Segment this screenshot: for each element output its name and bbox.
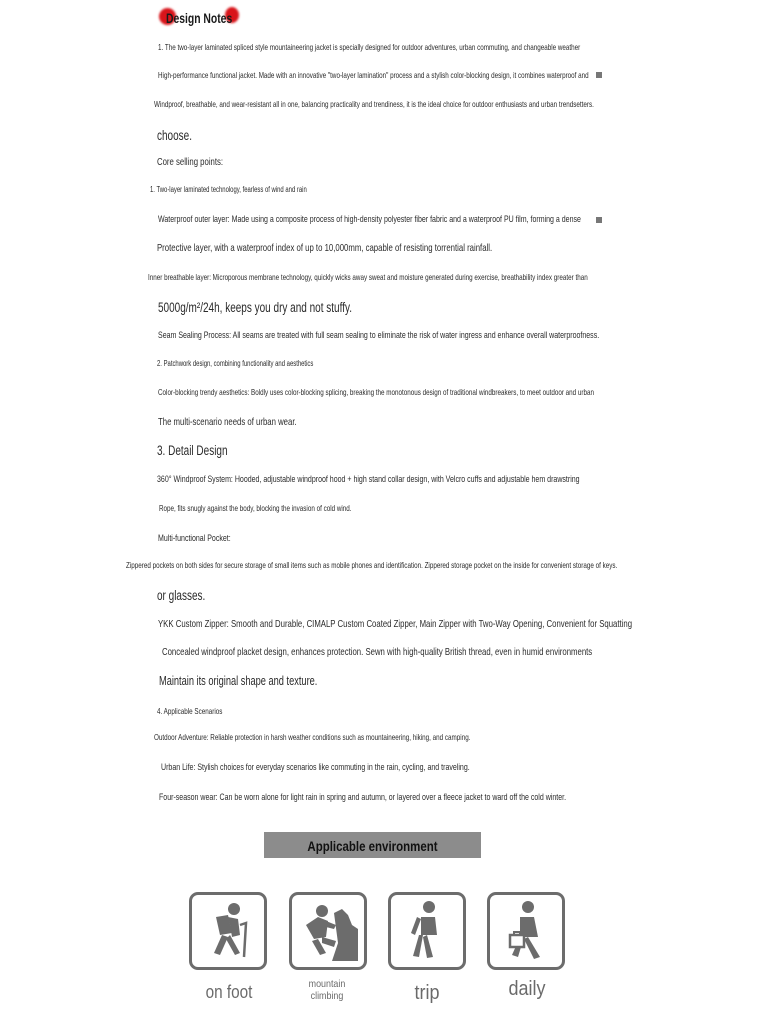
glyph-marker [596, 217, 602, 223]
text-line: The multi-scenario needs of urban wear. [158, 416, 297, 428]
text-line: Seam Sealing Process: All seams are treated with full seam sealing to eliminate the risk of water ingress and enhance overall waterproofness. [158, 330, 600, 341]
text-line: Four-season wear: Can be worn alone for light rain in spring and autumn, or layered over a fleece jacket to ward off the cold winter. [159, 792, 567, 803]
text-line: choose. [157, 128, 192, 143]
text-line: 360° Windproof System: Hooded, adjustable windproof hood + high stand collar design, with Velcro cuffs and adjustable hem drawstring [157, 474, 580, 485]
text-line: Color-blocking trendy aesthetics: Boldly uses color-blocking splicing, breaking the monotonous design of traditional windbreakers, to meet outdoor and urban [158, 387, 595, 397]
hiking-icon [189, 892, 267, 970]
text-line: Protective layer, with a waterproof index of up to 10,000mm, capable of resisting torrential rainfall. [157, 242, 493, 254]
text-line: Windproof, breathable, and wear-resistant all in one, balancing practicality and trendiness, it is the ideal choice for outdoor enthusiasts and urban trendsetters. [154, 99, 594, 109]
text-line: Waterproof outer layer: Made using a composite process of high-density polyester fiber fabric and a waterproof PU film, forming a dense [158, 214, 581, 225]
mountain-climbing-icon [289, 892, 367, 970]
glyph-marker [596, 72, 602, 78]
text-line: Outdoor Adventure: Reliable protection in harsh weather conditions such as mountaineering, hiking, and camping. [154, 732, 471, 742]
icon-label-on-foot: on foot [205, 982, 253, 1002]
text-line: Core selling points: [157, 156, 224, 168]
text-line: High-performance functional jacket. Made with an innovative "two-layer lamination" process and a stylish color-blocking design, it combines waterproof and [158, 70, 589, 80]
text-line: Urban Life: Stylish choices for everyday scenarios like commuting in the rain, cycling, and traveling. [161, 762, 470, 773]
text-line: Inner breathable layer: Microporous membrane technology, quickly wicks away sweat and moisture generated during exercise, breathability index greater than [148, 272, 588, 282]
banner-label: Applicable environment [307, 838, 438, 854]
text-line: YKK Custom Zipper: Smooth and Durable, CIMALP Custom Coated Zipper, Main Zipper with Two-Way Opening, Convenient for Squatting [158, 618, 633, 630]
text-line: 1. Two-layer laminated technology, fearless of wind and rain [150, 185, 307, 194]
icon-label-trip: trip [414, 982, 440, 1004]
text-line: 5000g/m²/24h, keeps you dry and not stuffy. [158, 300, 353, 315]
icon-label-mountain-climbing: mountain climbing [308, 978, 346, 1002]
walking-icon [388, 892, 466, 970]
text-line: or glasses. [157, 588, 206, 603]
text-line: Multi-functional Pocket: [158, 533, 231, 544]
text-line: 1. The two-layer laminated spliced style mountaineering jacket is specially designed for outdoor adventures, urban commuting, and changeable weather [158, 42, 581, 52]
text-line: Rope, fits snugly against the body, blocking the invasion of cold wind. [159, 503, 352, 513]
page-title: Design Notes [166, 10, 233, 26]
text-line: Maintain its original shape and texture. [159, 674, 318, 688]
text-line: Zippered pockets on both sides for secure storage of small items such as mobile phones and identification. Zippered storage pocket on the inside for convenient storage of keys. [126, 560, 618, 570]
icon-label-daily: daily [508, 978, 546, 1000]
text-line: Concealed windproof placket design, enhances protection. Sewn with high-quality British thread, even in humid environments [162, 646, 593, 658]
text-line: 2. Patchwork design, combining functionality and aesthetics [157, 359, 314, 368]
commuter-briefcase-icon [487, 892, 565, 970]
applicable-environment-banner [264, 832, 481, 858]
text-line: 4. Applicable Scenarios [157, 706, 223, 716]
section-heading: 3. Detail Design [157, 443, 228, 458]
